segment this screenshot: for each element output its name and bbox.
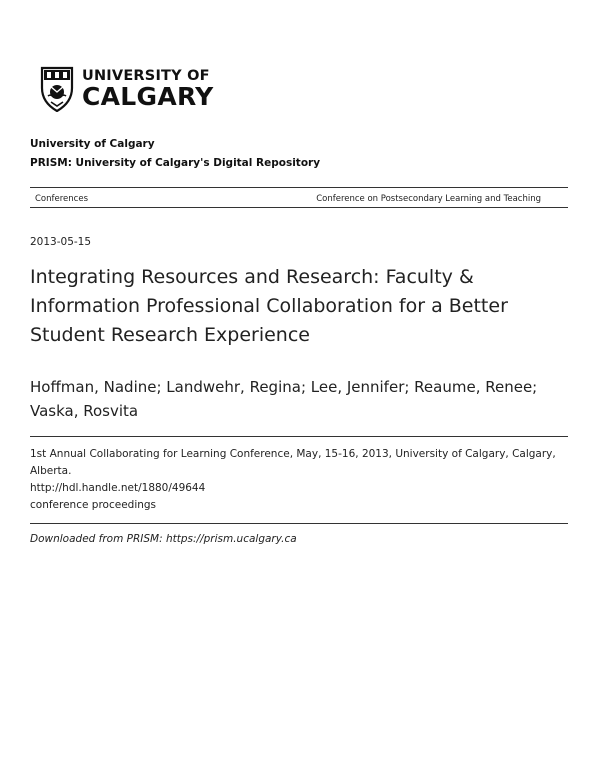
publication-date: 2013-05-15 <box>30 236 92 248</box>
item-type: conference proceedings <box>30 499 157 511</box>
logo-line-calgary: CALGARY <box>82 82 214 112</box>
divider-top <box>30 187 568 188</box>
author-list: Hoffman, Nadine; Landwehr, Regina; Lee, Jennifer; Reaume, Renee; Vaska, Rosvita <box>30 378 538 420</box>
citation-text: 1st Annual Collaborating for Learning Conference, May, 15-16, 2013, University of Calgary, Calgary, Alberta. <box>30 448 556 477</box>
repository-name: PRISM: University of Calgary's Digital Repository <box>30 157 321 169</box>
institution-name: University of Calgary <box>30 138 155 150</box>
download-source-link[interactable]: Downloaded from PRISM: https://prism.ucalgary.ca <box>30 533 297 545</box>
divider-meta-top <box>30 436 568 437</box>
metadata-block <box>30 446 570 514</box>
divider-meta-bottom <box>30 523 568 524</box>
collection-link-conferences[interactable]: Conferences <box>35 194 89 204</box>
collection-link-conference-series[interactable]: Conference on Postsecondary Learning and Teaching <box>316 194 541 204</box>
handle-link[interactable]: http://hdl.handle.net/1880/49644 <box>30 482 206 494</box>
divider-collection <box>30 207 568 208</box>
document-title: Integrating Resources and Research: Faculty & Information Professional Collaboration for a Better Student Research Experience <box>30 266 508 346</box>
university-logo <box>40 66 214 112</box>
crest-icon <box>40 66 74 112</box>
logo-line-university-of: UNIVERSITY OF <box>82 67 210 84</box>
